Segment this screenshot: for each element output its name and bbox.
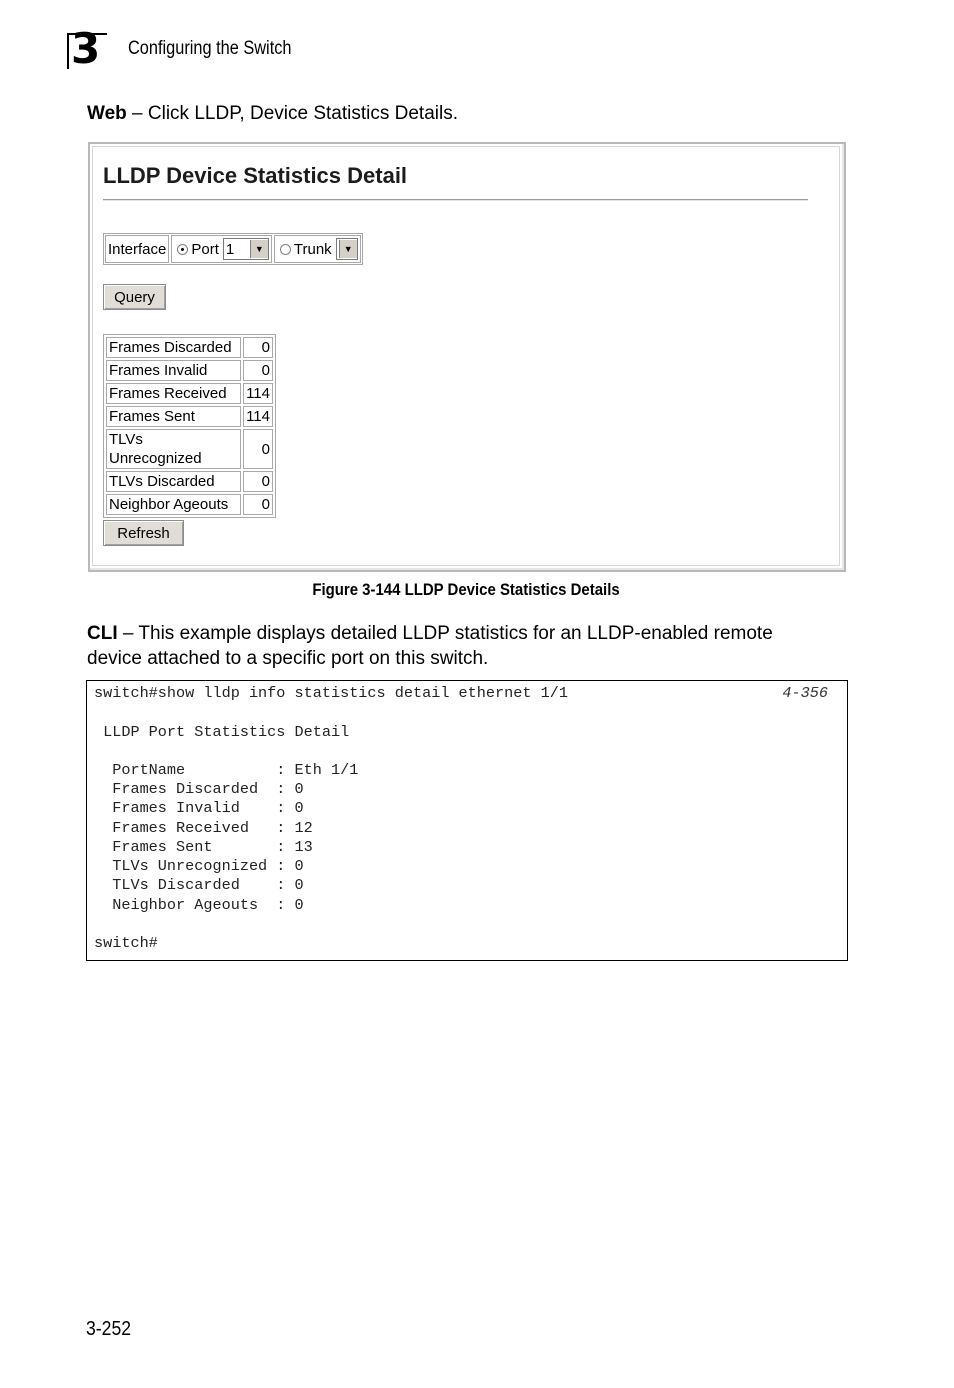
table-row [106,383,273,404]
stat-value: 114 [243,383,273,404]
statistics-table [103,334,276,518]
chevron-down-icon[interactable]: ▼ [339,240,357,258]
refresh-button[interactable]: Refresh [103,520,184,546]
port-radio-label: Port [191,240,219,258]
page-number: 3-252 [86,1318,132,1340]
cli-label: CLI [87,623,118,644]
port-option-cell [171,235,272,263]
cli-output-line: Frames Invalid : 0 [94,799,304,817]
cli-reference: 4-356 [782,684,828,702]
badge-bar [67,33,69,69]
trunk-option-cell [274,235,361,263]
stat-label: Frames Invalid [106,360,241,381]
chapter-number: 3 [71,24,100,73]
table-row [106,429,273,469]
table-row [106,471,273,492]
query-button[interactable]: Query [103,284,166,310]
stat-value: 114 [243,406,273,427]
trunk-radio-label: Trunk [293,240,332,258]
interface-selector [103,233,363,265]
stat-label: Frames Discarded [106,337,241,358]
port-select-value: 1 [225,240,235,258]
web-intro-text: – Click LLDP, Device Statistics Details. [126,103,458,124]
running-title: Configuring the Switch [128,38,292,59]
cli-output-line: switch# [94,934,158,952]
chapter-badge [67,24,107,73]
cli-output-line: Frames Sent : 13 [94,838,313,856]
figure-caption: Figure 3-144 LLDP Device Statistics Details [312,580,620,599]
cli-output-line: Neighbor Ageouts : 0 [94,896,304,914]
web-label: Web [87,103,127,124]
cli-output-line: PortName : Eth 1/1 [94,761,359,779]
stat-label: Frames Sent [106,406,241,427]
stat-value: 0 [243,471,273,492]
trunk-radio[interactable] [280,244,291,255]
cli-intro-text-2: device attached to a specific port on this switch. [87,648,489,669]
table-row [106,337,273,358]
interface-label-cell [105,235,169,263]
stat-label: TLVs Discarded [106,471,241,492]
cli-output-line: LLDP Port Statistics Detail [94,723,350,741]
table-row [106,360,273,381]
port-radio[interactable] [177,244,188,255]
stat-value: 0 [243,494,273,515]
panel-title-rule [103,199,808,201]
cli-output-line: TLVs Unrecognized : 0 [94,857,304,875]
chevron-down-icon[interactable]: ▼ [250,240,268,258]
stat-label: Neighbor Ageouts [106,494,241,515]
interface-label: Interface [108,240,167,258]
port-select[interactable] [223,238,269,260]
table-row [106,406,273,427]
cli-output-line: Frames Discarded : 0 [94,780,304,798]
web-intro [87,101,458,126]
stat-value: 0 [243,429,273,469]
cli-command: switch#show lldp info statistics detail ethernet 1/1 [94,684,568,702]
stat-value: 0 [243,360,273,381]
stat-value: 0 [243,337,273,358]
stat-label: TLVs Unrecognized [106,429,241,469]
cli-intro-text-1: – This example displays detailed LLDP statistics for an LLDP-enabled remote [117,623,773,644]
cli-output-line: Frames Received : 12 [94,819,313,837]
cli-intro [87,621,773,671]
cli-output-line: TLVs Discarded : 0 [94,876,304,894]
stat-label: Frames Received [106,383,241,404]
trunk-select[interactable] [336,238,358,260]
panel-title: LLDP Device Statistics Detail [103,163,408,188]
table-row [106,494,273,515]
